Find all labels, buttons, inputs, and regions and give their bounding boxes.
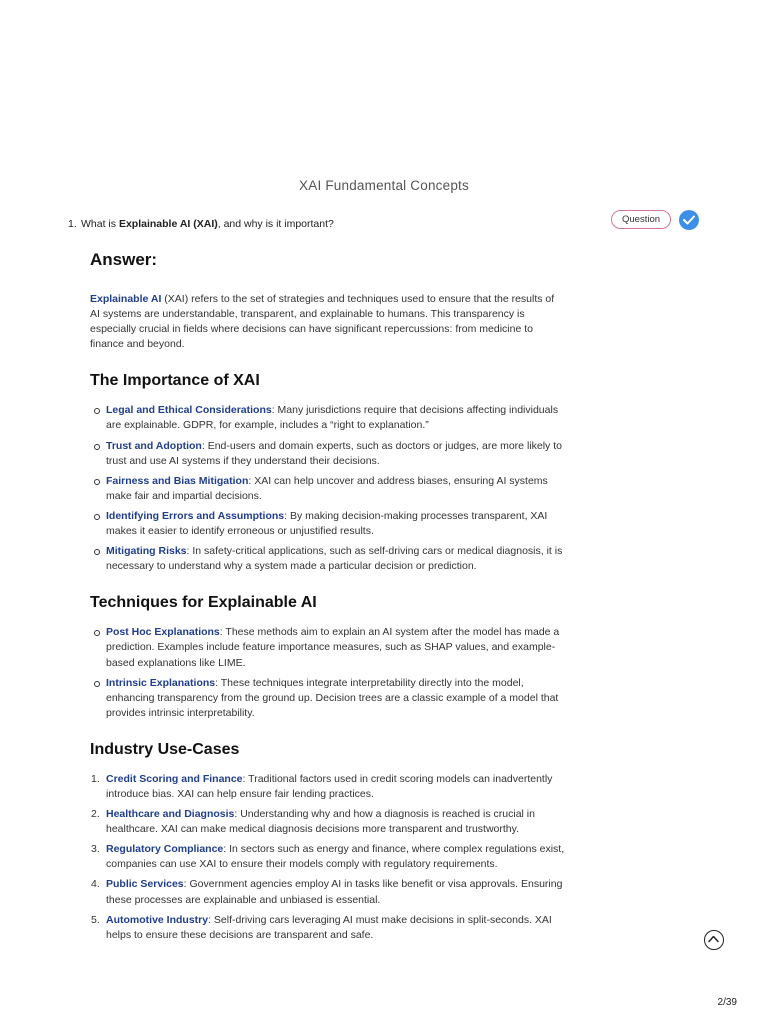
list-item-text: : Government agencies employ AI in tasks like benefit or visa approvals. Ensuring these processes are explainable and unbiased is essential. (106, 878, 563, 906)
question-text-after: , and why is it important? (217, 218, 334, 230)
list-item (91, 913, 565, 943)
list-item-text: : By making decision-making processes transparent, XAI makes it easier to identify erroneous or unjustified results. (106, 509, 548, 538)
question-badge[interactable]: Question (611, 210, 671, 229)
list-item (106, 625, 565, 670)
list-item-text: : These techniques integrate interpretability directly into the model, enhancing transparency from the ground up. Decision trees are a classic example of a model that provides intrinsic interpretability. (106, 676, 559, 719)
use-cases-list (90, 772, 565, 943)
list-item (106, 544, 565, 574)
list-item-text: : In sectors such as energy and finance, where complex regulations exist, companies can use XAI to ensure their models comply with regulatory requirements. (106, 843, 565, 871)
list-item-term[interactable]: Public Services (106, 878, 184, 891)
list-item-term[interactable]: Trust and Adoption (106, 439, 202, 452)
document-title: XAI Fundamental Concepts (299, 178, 469, 193)
question-row (68, 214, 708, 234)
list-item-text: : Self-driving cars leveraging AI must make decisions in split-seconds. XAI helps to ensure these decisions are transparent and safe. (106, 913, 552, 941)
list-item-number: 5. (91, 913, 100, 926)
list-item-term[interactable]: Identifying Errors and Assumptions (106, 509, 285, 522)
list-item-text: : XAI can help uncover and address biases, ensuring AI systems make fair and impartial decisions. (106, 474, 548, 502)
list-item-term[interactable]: Mitigating Risks (106, 545, 187, 558)
question-text-bold: Explainable AI (XAI) (118, 218, 218, 230)
list-item-number: 1. (91, 772, 100, 785)
list-item (91, 877, 565, 907)
answer-intro-text: (XAI) refers to the set of strategies and techniques used to ensure that the results of AI systems are understandable, transparent, and explainable to humans. This transparency is especially crucial in fields where decisions can have significant repercussions: from medicine to finance and beyond. (90, 293, 555, 351)
answer-heading: Answer: (90, 250, 158, 269)
list-item-text: : End-users and domain experts, such as doctors or judges, are more likely to trust and use AI systems if they understand their decisions. (106, 439, 562, 467)
answer-content (90, 250, 565, 948)
list-item-text: : Understanding why and how a diagnosis is reached is crucial in healthcare. XAI can make medical diagnosis decisions more transparent and trustworthy. (106, 808, 535, 836)
list-item-term[interactable]: Intrinsic Explanations (106, 676, 216, 689)
list-item-term[interactable]: Legal and Ethical Considerations (106, 404, 272, 417)
list-item-term[interactable]: Credit Scoring and Finance (106, 772, 243, 785)
check-circle-icon[interactable] (679, 210, 699, 230)
list-item-term[interactable]: Healthcare and Diagnosis (106, 808, 235, 821)
list-item-number: 2. (91, 808, 100, 821)
list-item (106, 509, 565, 539)
list-item-term[interactable]: Automotive Industry (106, 913, 209, 926)
techniques-heading: Techniques for Explainable AI (90, 594, 317, 612)
list-item-term[interactable]: Post Hoc Explanations (106, 626, 220, 639)
list-item (106, 676, 565, 721)
techniques-list (90, 625, 565, 721)
list-item (106, 403, 565, 433)
list-item-term[interactable]: Regulatory Compliance (106, 843, 224, 856)
list-item-number: 4. (91, 878, 100, 891)
list-item-text: : Traditional factors used in credit scoring models can inadvertently introduce bias. XAI can help ensure fair lending practices. (106, 772, 553, 800)
list-item-text: : Many jurisdictions require that decisions affecting individuals are explainable. GDPR, for example, includes a “right to explanation.” (106, 404, 559, 432)
importance-list (90, 403, 565, 574)
use-cases-heading: Industry Use-Cases (90, 740, 240, 758)
list-item-number: 3. (91, 843, 100, 856)
list-item (91, 772, 565, 802)
question-text-before: What is (81, 218, 119, 230)
answer-intro (90, 292, 565, 352)
list-item-term[interactable]: Fairness and Bias Mitigation (106, 474, 249, 487)
list-item-text: : These methods aim to explain an AI system after the model has made a prediction. Examples include feature importance measures, such as SHAP values, and example-based explanations like LIME. (106, 626, 560, 669)
answer-intro-term[interactable]: Explainable AI (90, 293, 162, 305)
question-number: 1. (68, 218, 77, 230)
list-item (106, 474, 565, 504)
question-text (81, 218, 334, 230)
list-item (91, 842, 565, 872)
chevron-up-icon[interactable] (704, 930, 724, 950)
list-item-text: : In safety-critical applications, such as self-driving cars or medical diagnosis, it is necessary to understand why a system made a particular decision or prediction. (106, 545, 563, 573)
list-item (91, 807, 565, 837)
importance-heading: The Importance of XAI (90, 372, 260, 390)
list-item (106, 439, 565, 469)
page-indicator: 2/39 (717, 997, 737, 1008)
